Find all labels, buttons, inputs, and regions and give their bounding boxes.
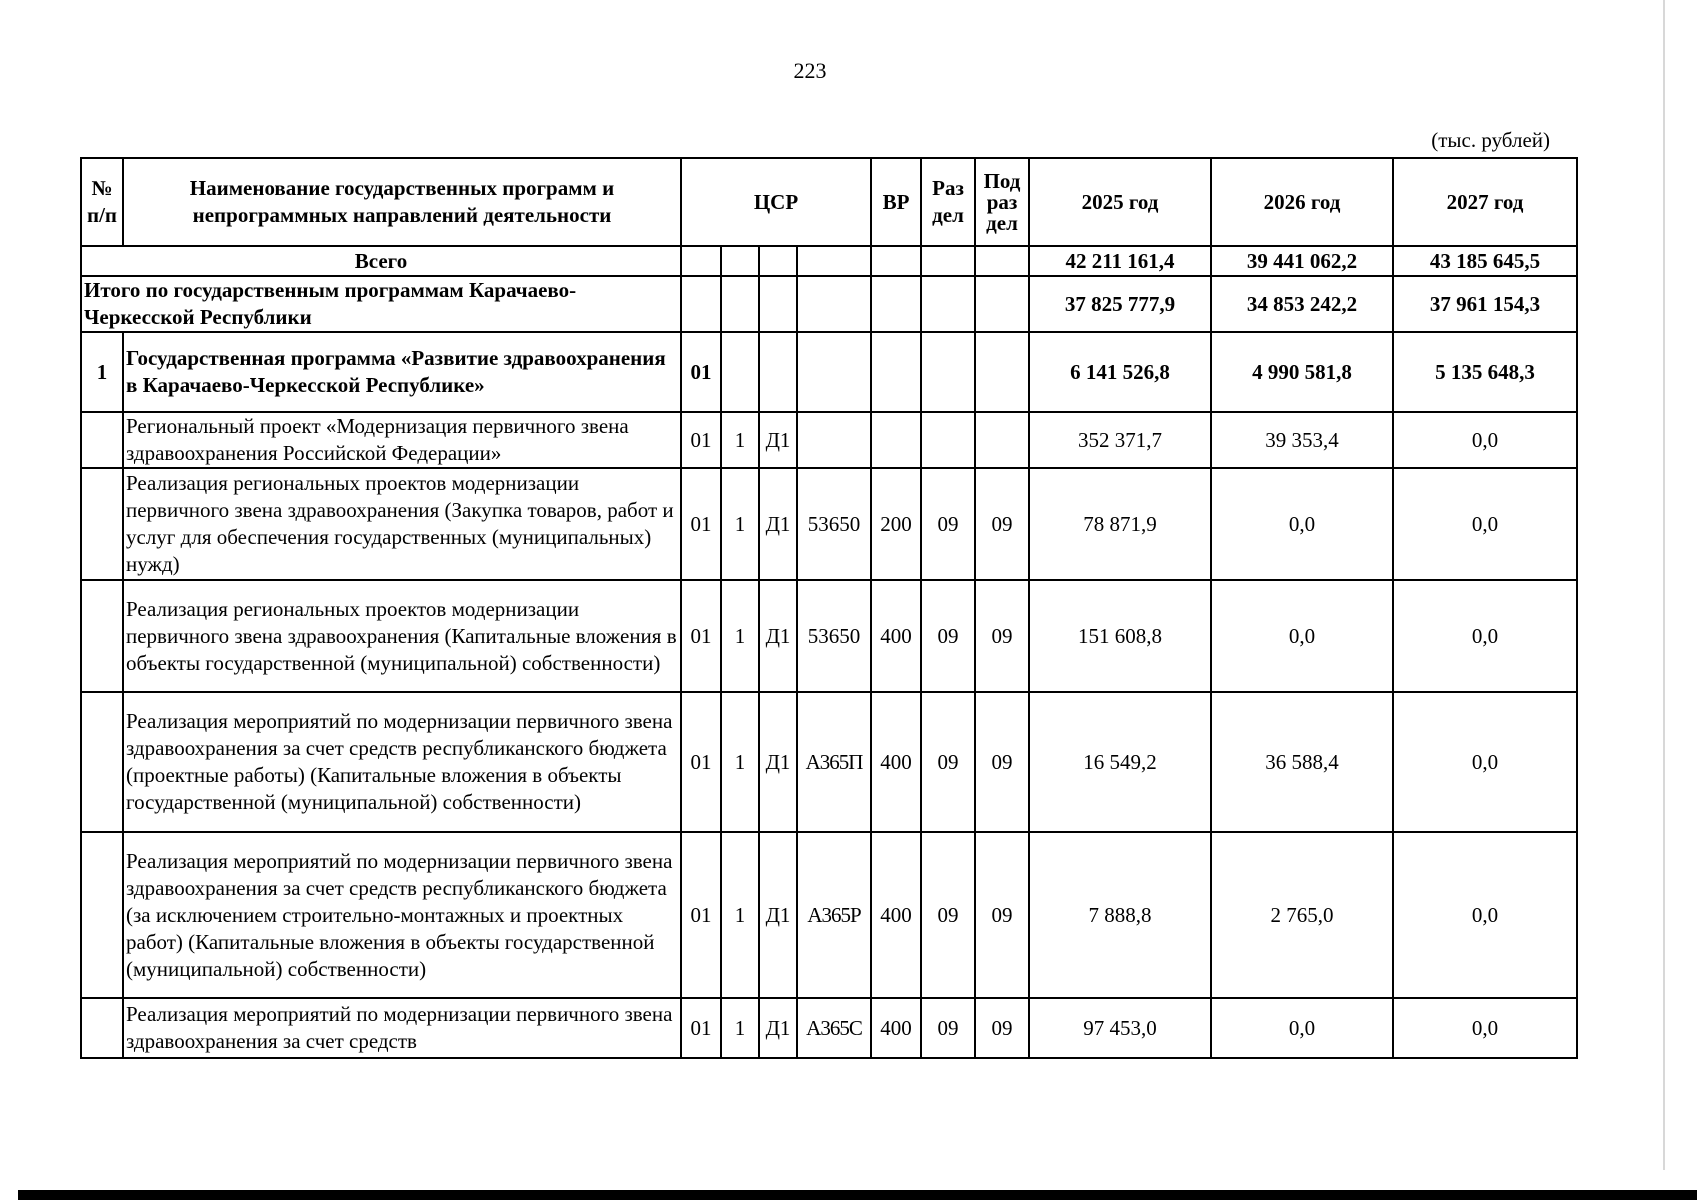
razdel-code [921, 412, 975, 468]
csr-subprogram: 1 [721, 692, 759, 832]
table-row [81, 468, 1577, 580]
podrazdel-code: 09 [975, 580, 1029, 692]
value-2025: 16 549,2 [1029, 692, 1211, 832]
total-label: Всего [81, 246, 681, 276]
page-number: 223 [793, 58, 827, 83]
csr-project: Д1 [759, 412, 797, 468]
empty-cell [759, 276, 797, 332]
csr-project: Д1 [759, 692, 797, 832]
header-row [81, 158, 1577, 246]
csr-direction: 53650 [797, 468, 871, 580]
csr-subprogram: 1 [721, 468, 759, 580]
header-2027: 2027 год [1393, 158, 1577, 246]
row-name: Реализация мероприятий по модернизации первичного звена здравоохранения за счет средств республиканского бюджета (проектные работы) (Капитальные вложения в объекты государственной (муниципальной) собственности) [123, 692, 681, 832]
value-2027: 0,0 [1393, 412, 1577, 468]
value-2027: 0,0 [1393, 468, 1577, 580]
empty-cell [975, 246, 1029, 276]
header-2026: 2026 год [1211, 158, 1393, 246]
right-edge-shadow [1663, 0, 1665, 1170]
csr-direction: А365Р [797, 832, 871, 998]
csr-program: 01 [681, 580, 721, 692]
row-name: Государственная программа «Развитие здравоохранения в Карачаево-Черкесской Республике» [123, 332, 681, 412]
csr-program: 01 [681, 332, 721, 412]
csr-project: Д1 [759, 832, 797, 998]
empty-cell [921, 276, 975, 332]
csr-project: Д1 [759, 580, 797, 692]
csr-subprogram: 1 [721, 832, 759, 998]
table-row [81, 332, 1577, 412]
total-2026: 39 441 062,2 [1211, 246, 1393, 276]
row-num [81, 832, 123, 998]
value-2027: 0,0 [1393, 692, 1577, 832]
header-num: № п/п [81, 158, 123, 246]
table-row [81, 692, 1577, 832]
value-2026: 0,0 [1211, 468, 1393, 580]
itogo-2027: 37 961 154,3 [1393, 276, 1577, 332]
empty-cell [681, 246, 721, 276]
row-num [81, 468, 123, 580]
vr-code: 400 [871, 832, 921, 998]
table-row [81, 998, 1577, 1058]
razdel-code: 09 [921, 998, 975, 1058]
row-num: 1 [81, 332, 123, 412]
csr-subprogram: 1 [721, 412, 759, 468]
empty-cell [871, 276, 921, 332]
empty-cell [681, 276, 721, 332]
total-2025: 42 211 161,4 [1029, 246, 1211, 276]
csr-direction: А365П [797, 692, 871, 832]
podrazdel-code: 09 [975, 468, 1029, 580]
vr-code: 400 [871, 998, 921, 1058]
value-2026: 4 990 581,8 [1211, 332, 1393, 412]
row-name: Реализация региональных проектов модернизации первичного звена здравоохранения (Капитальные вложения в объекты государственной (муниципальной) собственности) [123, 580, 681, 692]
csr-direction [797, 332, 871, 412]
podrazdel-code: 09 [975, 832, 1029, 998]
header-2025: 2025 год [1029, 158, 1211, 246]
units-label: (тыс. рублей) [1431, 128, 1550, 152]
razdel-code [921, 332, 975, 412]
csr-program: 01 [681, 412, 721, 468]
row-name: Реализация мероприятий по модернизации первичного звена здравоохранения за счет средств [123, 998, 681, 1058]
value-2025: 97 453,0 [1029, 998, 1211, 1058]
row-num [81, 412, 123, 468]
value-2026: 0,0 [1211, 998, 1393, 1058]
empty-cell [721, 276, 759, 332]
csr-program: 01 [681, 468, 721, 580]
empty-cell [759, 246, 797, 276]
podrazdel-code: 09 [975, 998, 1029, 1058]
csr-direction: 53650 [797, 580, 871, 692]
razdel-code: 09 [921, 832, 975, 998]
csr-subprogram: 1 [721, 998, 759, 1058]
row-num [81, 692, 123, 832]
total-2027: 43 185 645,5 [1393, 246, 1577, 276]
empty-cell [797, 246, 871, 276]
value-2025: 352 371,7 [1029, 412, 1211, 468]
header-csr: ЦСР [681, 158, 871, 246]
vr-code: 400 [871, 692, 921, 832]
header-name: Наименование государственных программ и непрограммных направлений деятельности [123, 158, 681, 246]
itogo-row [81, 276, 1577, 332]
value-2025: 6 141 526,8 [1029, 332, 1211, 412]
row-name: Реализация мероприятий по модернизации первичного звена здравоохранения за счет средств республиканского бюджета (за исключением строительно-монтажных и проектных работ) (Капитальные вложения в объекты государственной (муниципальной) собственности) [123, 832, 681, 998]
vr-code: 400 [871, 580, 921, 692]
value-2025: 78 871,9 [1029, 468, 1211, 580]
table-row [81, 412, 1577, 468]
row-name: Реализация региональных проектов модернизации первичного звена здравоохранения (Закупка товаров, работ и услуг для обеспечения государственных (муниципальных) нужд) [123, 468, 681, 580]
csr-subprogram [721, 332, 759, 412]
header-podrazdel: Под раз дел [975, 158, 1029, 246]
value-2027: 0,0 [1393, 580, 1577, 692]
header-vr: ВР [871, 158, 921, 246]
podrazdel-code [975, 332, 1029, 412]
empty-cell [797, 276, 871, 332]
budget-table [80, 157, 1578, 1059]
csr-direction [797, 412, 871, 468]
csr-project [759, 332, 797, 412]
table-row [81, 580, 1577, 692]
empty-cell [721, 246, 759, 276]
csr-program: 01 [681, 832, 721, 998]
podrazdel-code: 09 [975, 692, 1029, 832]
empty-cell [975, 276, 1029, 332]
value-2027: 0,0 [1393, 832, 1577, 998]
value-2027: 0,0 [1393, 998, 1577, 1058]
total-row [81, 246, 1577, 276]
csr-project: Д1 [759, 468, 797, 580]
empty-cell [871, 246, 921, 276]
value-2026: 36 588,4 [1211, 692, 1393, 832]
row-num [81, 998, 123, 1058]
row-num [81, 580, 123, 692]
itogo-2025: 37 825 777,9 [1029, 276, 1211, 332]
csr-direction: А365С [797, 998, 871, 1058]
vr-code [871, 332, 921, 412]
value-2025: 7 888,8 [1029, 832, 1211, 998]
csr-program: 01 [681, 692, 721, 832]
table-row [81, 832, 1577, 998]
vr-code [871, 412, 921, 468]
vr-code: 200 [871, 468, 921, 580]
value-2027: 5 135 648,3 [1393, 332, 1577, 412]
row-name: Региональный проект «Модернизация первичного звена здравоохранения Российской Федерации» [123, 412, 681, 468]
csr-subprogram: 1 [721, 580, 759, 692]
csr-project: Д1 [759, 998, 797, 1058]
razdel-code: 09 [921, 468, 975, 580]
header-razdel: Раз дел [921, 158, 975, 246]
empty-cell [921, 246, 975, 276]
value-2025: 151 608,8 [1029, 580, 1211, 692]
itogo-2026: 34 853 242,2 [1211, 276, 1393, 332]
value-2026: 39 353,4 [1211, 412, 1393, 468]
razdel-code: 09 [921, 580, 975, 692]
value-2026: 2 765,0 [1211, 832, 1393, 998]
razdel-code: 09 [921, 692, 975, 832]
itogo-label: Итого по государственным программам Карачаево-Черкесской Республики [81, 276, 681, 332]
scan-bottom-edge [18, 1190, 1697, 1200]
value-2026: 0,0 [1211, 580, 1393, 692]
csr-program: 01 [681, 998, 721, 1058]
podrazdel-code [975, 412, 1029, 468]
